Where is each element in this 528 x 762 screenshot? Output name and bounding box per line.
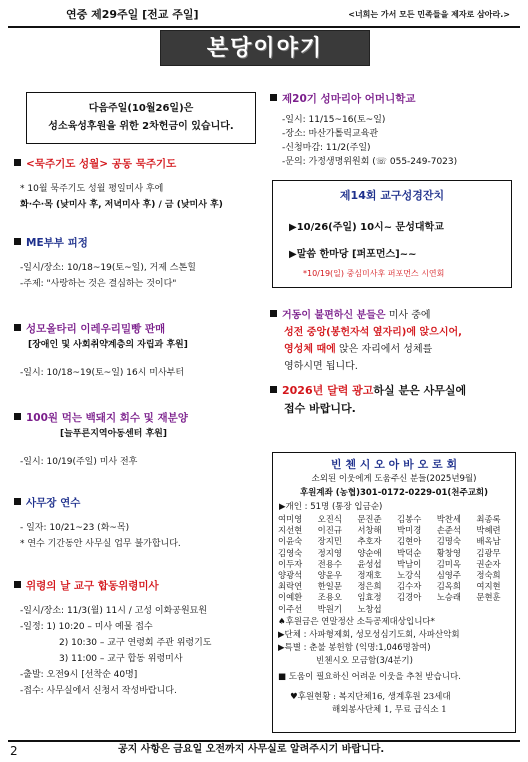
donor-name: 이윤숙 — [278, 536, 303, 547]
donor-name: 김미옥 — [436, 558, 461, 569]
mothers-line2: -장소: 마산가톨릭교육관 — [282, 129, 379, 139]
donor-name — [476, 604, 516, 615]
donor-name: 김경아 — [397, 592, 422, 603]
liturgy-verse: <너희는 가서 모든 민족들을 제자로 삼아라.> — [348, 10, 510, 19]
vincent-status2: 해외봉사단체 1, 무료 급식소 1 — [332, 705, 447, 715]
calendar-rest: 하실 분은 사무실에 — [373, 384, 467, 397]
donor-name: 양광석 — [278, 569, 303, 580]
bullet-square-icon — [14, 238, 21, 245]
page-header — [8, 6, 520, 26]
vincent-status1: ♥후원현황 : 복지단체16, 생계후원 23세대 — [290, 692, 451, 702]
second-collection-line2: 성소육성후원을 위한 2차헌금이 있습니다. — [48, 121, 234, 132]
mothers-title: 제20기 성마리아 어머니학교 — [270, 92, 416, 106]
donor-name: 여미영 — [278, 514, 303, 524]
bread-subtitle: [장애인 및 사회취약계층의 자립과 후원] — [28, 340, 188, 350]
donor-name — [397, 604, 437, 615]
bullet-square-icon — [14, 498, 21, 505]
donor-name: 김영숙 — [278, 547, 303, 558]
donor-name: 한일문 — [317, 581, 342, 592]
bible-line1: ▶10/26(주일) 10시~ 문성대학교 — [289, 222, 444, 233]
donor-name-grid — [278, 514, 516, 615]
bible-title: 제14회 교구성경잔치 — [339, 189, 445, 202]
header-rule — [8, 26, 520, 28]
memorial-line4: 3) 11:00 – 교구 합동 위령미사 — [59, 654, 183, 664]
mothers-line1: -일시: 11/15~16(토~일) — [282, 115, 386, 125]
donor-name: 박원기 — [317, 603, 342, 614]
section-banner — [160, 30, 370, 66]
rosary-line2: 화·수·목 (낮미사 후, 저녁미사 후) / 금 (낮미사 후) — [20, 200, 223, 210]
donor-name: 임효정 — [357, 592, 382, 603]
rosary-line1: * 10월 묵주기도 성월 평일미사 후에 — [20, 184, 164, 194]
office-line1: - 일자: 10/21~23 (화~목) — [20, 523, 130, 533]
office-line2: * 연수 기간동안 사무실 업무 불가합니다. — [20, 539, 181, 549]
donor-name: 윤성섭 — [357, 558, 382, 569]
donor-name: 이두자 — [278, 558, 303, 569]
donor-name: 심영주 — [436, 569, 461, 580]
vincent-groups: ▶단체 : 사파형제회, 성모성심기도회, 사파산악회 — [278, 630, 460, 640]
donor-name: 지선현 — [278, 525, 303, 536]
bullet-square-icon — [14, 413, 21, 420]
vincent-title: 빈 첸 시 오 아 바 오 로 회 — [330, 458, 458, 471]
piggy-line1: -일시: 10/19(주일) 미사 전후 — [20, 457, 138, 467]
donor-name: 박찬세 — [436, 514, 461, 524]
mobility-notice — [270, 307, 516, 375]
donor-name: 정숙희 — [476, 569, 501, 580]
me-line2: -주제: "사랑하는 것은 결심하는 것이다" — [20, 279, 177, 289]
donor-name: 손준석 — [436, 525, 461, 536]
donor-name: 문진준 — [357, 514, 382, 524]
donor-name: 이예환 — [278, 592, 303, 603]
mobility-rest2: 앉은 자리에서 성체를 — [335, 344, 433, 355]
donor-row — [278, 592, 516, 603]
second-collection-line1: 다음주일(10월26일)은 — [88, 103, 194, 114]
donor-name: 정재호 — [357, 569, 382, 580]
donor-name: 정지영 — [317, 547, 342, 558]
donor-name: 최락연 — [278, 581, 303, 592]
calendar-notice — [270, 382, 516, 418]
donor-name: 장지민 — [317, 536, 342, 547]
donor-name: 최종록 — [476, 514, 501, 524]
bullet-square-icon — [14, 581, 21, 588]
donor-name — [437, 604, 477, 615]
second-collection-box — [26, 92, 256, 144]
bullet-square-icon — [14, 324, 21, 331]
donor-row — [278, 525, 516, 536]
bread-title: 성모올타리 이레우리밀빵 판매 — [14, 322, 165, 336]
donor-name: 김현아 — [397, 536, 422, 547]
bullet-square-icon — [270, 94, 277, 101]
memorial-line2: -일정: 1) 10:20 – 미사 예물 접수 — [20, 622, 153, 632]
memorial-title: 위령의 날 교구 합동위령미사 — [14, 579, 159, 593]
vincent-special2: 빈첸시오 모금함(3/4분기) — [316, 656, 413, 666]
donor-row — [278, 570, 516, 581]
piggy-subtitle: [늘푸른지역아동센터 후원] — [60, 429, 167, 439]
vincent-tax: ♠후원금은 연말정산 소득공제대상입니다* — [278, 617, 435, 627]
bible-line3: *10/19(일) 중심미사후 퍼포먼스 시연회 — [303, 269, 445, 278]
me-line1: -일시/장소: 10/18~19(토~일), 거제 스톤힐 — [20, 263, 196, 273]
rosary-title: <묵주기도 성월> 공동 묵주기도 — [14, 157, 176, 171]
donor-name: 이진규 — [317, 525, 342, 536]
liturgy-title: 연중 제29주일 [전교 주일] — [66, 8, 199, 21]
donor-name: 황창영 — [436, 547, 461, 558]
vincent-personal: ▶개인 : 51명 (통장 입금순) — [279, 502, 383, 512]
memorial-line5: -출발: 오전9시 [선착순 40명] — [20, 670, 138, 680]
banner-title: 본당이야기 — [206, 36, 324, 61]
donor-name: 노강식 — [397, 569, 422, 580]
vincent-help: ■ 도움이 필요하신 어려운 이웃을 추천 받습니다. — [278, 672, 461, 682]
mobility-red2: 영성체 때에 — [284, 344, 336, 355]
donor-name: 문현훈 — [476, 592, 501, 603]
vincent-sub: 소외된 이웃에게 도움주신 분들(2025년9월) — [311, 474, 477, 484]
donor-name: 김수자 — [397, 581, 422, 592]
donor-name: 오진식 — [317, 514, 342, 524]
piggy-title: 100원 먹는 백돼지 회수 및 재분양 — [14, 411, 188, 425]
bible-line2: ▶말씀 한마당 [퍼포먼스]~~ — [289, 249, 417, 260]
donor-name: 추호자 — [357, 536, 382, 547]
donor-row — [278, 514, 516, 525]
mobility-lead: 거동이 불편하신 분들은 — [282, 310, 386, 321]
donor-name: 조용오 — [317, 592, 342, 603]
donor-name: 김봉수 — [397, 514, 422, 524]
donor-name: 여지현 — [476, 581, 501, 592]
memorial-line1: -일시/장소: 11/3(월) 11시 / 고성 이화공원묘원 — [20, 606, 208, 616]
bullet-square-icon — [270, 310, 277, 317]
donor-row — [278, 581, 516, 592]
donor-name: 박미경 — [397, 525, 422, 536]
bullet-square-icon — [270, 386, 277, 393]
donor-name: 서창해 — [357, 525, 382, 536]
calendar-red: 2026년 달력 광고 — [282, 384, 374, 397]
donor-row — [278, 559, 516, 570]
donor-name: 박남이 — [397, 558, 422, 569]
donor-name: 양순애 — [357, 547, 382, 558]
donor-name: 정은희 — [357, 581, 382, 592]
mobility-red1: 성전 중앙(봉헌자석 옆자리)에 앉으시어, — [284, 327, 462, 338]
donor-name: 김명숙 — [436, 536, 461, 547]
bread-line1: -일시: 10/18~19(토~일) 16시 미사부터 — [20, 368, 185, 378]
mothers-line4: -문의: 가정생명위원회 (☏ 055-249-7023) — [282, 157, 458, 167]
footer-rule — [8, 740, 520, 742]
donor-row — [278, 548, 516, 559]
vincent-account: 후원계좌 (농협)301-0172-0229-01(천주교회) — [299, 488, 489, 498]
mobility-rest1: 미사 중에 — [385, 310, 431, 321]
donor-name: 전용수 — [317, 558, 342, 569]
donor-row — [278, 536, 516, 547]
donor-name: 김옥희 — [436, 581, 461, 592]
me-title: ME부부 피정 — [14, 236, 88, 250]
page-number: 2 — [10, 744, 18, 758]
footer-notice: 공지 사항은 금요일 오전까지 사무실로 알려주시기 바랍니다. — [118, 744, 385, 755]
vincent-special1: ▶특별 : 춘불 봉헌함 (익명:1,046명참여) — [278, 643, 431, 653]
donor-row — [278, 604, 516, 615]
donor-name: 노창섭 — [357, 603, 382, 614]
donor-name: 박혜련 — [476, 525, 501, 536]
donor-name: 권순자 — [476, 558, 501, 569]
donor-name: 배옥남 — [476, 536, 501, 547]
donor-name: 노승래 — [436, 592, 461, 603]
office-title: 사무장 연수 — [14, 496, 80, 510]
donor-name: 양윤우 — [317, 569, 342, 580]
bible-festival-box — [272, 180, 512, 288]
donor-name: 박덕순 — [397, 547, 422, 558]
memorial-line3: 2) 10:30 – 교구 연령회 주관 위령기도 — [59, 638, 212, 648]
memorial-line6: -접수: 사무실에서 신청서 작성바랍니다. — [20, 686, 177, 696]
mobility-rest3: 영하시면 됩니다. — [284, 361, 358, 372]
mothers-line3: -신청마감: 11/2(주일) — [282, 143, 371, 153]
calendar-line2: 접수 바랍니다. — [284, 402, 356, 415]
bullet-square-icon — [14, 159, 21, 166]
donor-name: 이주선 — [278, 603, 303, 614]
donor-name: 김광무 — [476, 547, 501, 558]
